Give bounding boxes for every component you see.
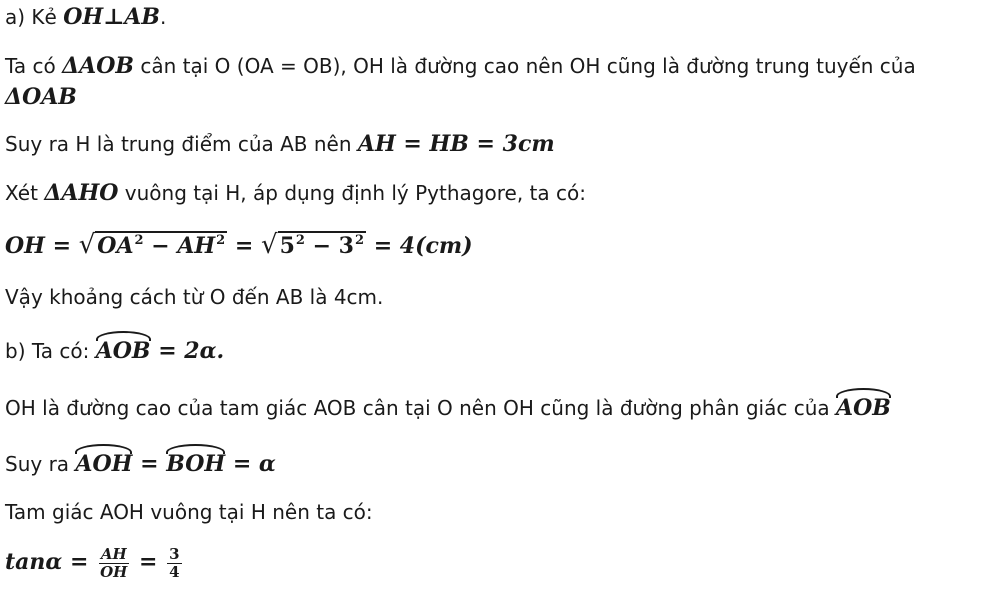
angle-boh: BOH [166,449,225,479]
math-triangle-aob: ΔAOB [62,53,135,79]
line-isosceles-statement [5,51,916,81]
math-text: = 2α. [150,338,225,364]
math-ah-hb: AH = HB = 3cm [357,131,555,157]
math-text: = [132,451,167,477]
line-midpoint [5,129,555,159]
text: . [159,5,167,29]
math-text: = α [225,451,276,477]
line-right-triangle [5,178,586,208]
text: Ta có [5,54,63,78]
line-triangle-oab [5,82,77,112]
angle-aoh: AOH [75,449,132,479]
line-b-heading [5,336,224,366]
text: OH là đường cao của tam giác AOB cân tại O nên OH cũng là đường phân giác của [5,396,836,420]
text: cân tại O (OA = OB), OH là đường cao nên OH cũng là đường trung tuyến của [134,54,916,78]
math-pythagore: OH = $√OA^2 - AH^2 = √5^2 - 3^2 = 4(cm)$ [5,233,473,259]
line-bisector [5,393,891,423]
text: Suy ra [5,452,76,476]
text: Xét [5,181,45,205]
line-a-heading [5,2,166,32]
line-tan-formula [5,546,184,581]
text: a) Kẻ [5,5,64,29]
line-right-triangle-aoh [5,497,373,527]
math-oh-perp-ab: OH⊥AB [63,4,160,30]
text: vuông tại H, áp dụng định lý Pythagore, ta có: [118,181,586,205]
line-conclusion-a [5,282,383,312]
sqrt-symbol: $√OA^2 - AH^2$ [79,230,228,263]
fraction-ah-oh: $\frac{AH}{OH}$ [100,545,128,581]
text: Suy ra H là trung điểm của AB nên [5,132,358,156]
fraction-3-4: $\frac{3}{4}$ [169,545,180,581]
math-triangle-oab: ΔOAB [5,84,77,110]
text: Tam giác AOH vuông tại H nên ta có: [5,500,373,524]
math-triangle-aho: ΔAHO [44,180,119,206]
sqrt-symbol: $√5^2 - 3^2$ [261,230,366,263]
text: Vậy khoảng cách từ O đến AB là 4cm. [5,285,384,309]
angle-aob: AOB [96,336,151,366]
math-tan-alpha: tanα = [5,549,97,575]
line-pythagore-formula [5,230,473,263]
math-text: = [131,549,166,575]
line-angle-equality [5,449,276,479]
angle-aob: AOB [836,393,891,423]
text: b) Ta có: [5,339,96,363]
